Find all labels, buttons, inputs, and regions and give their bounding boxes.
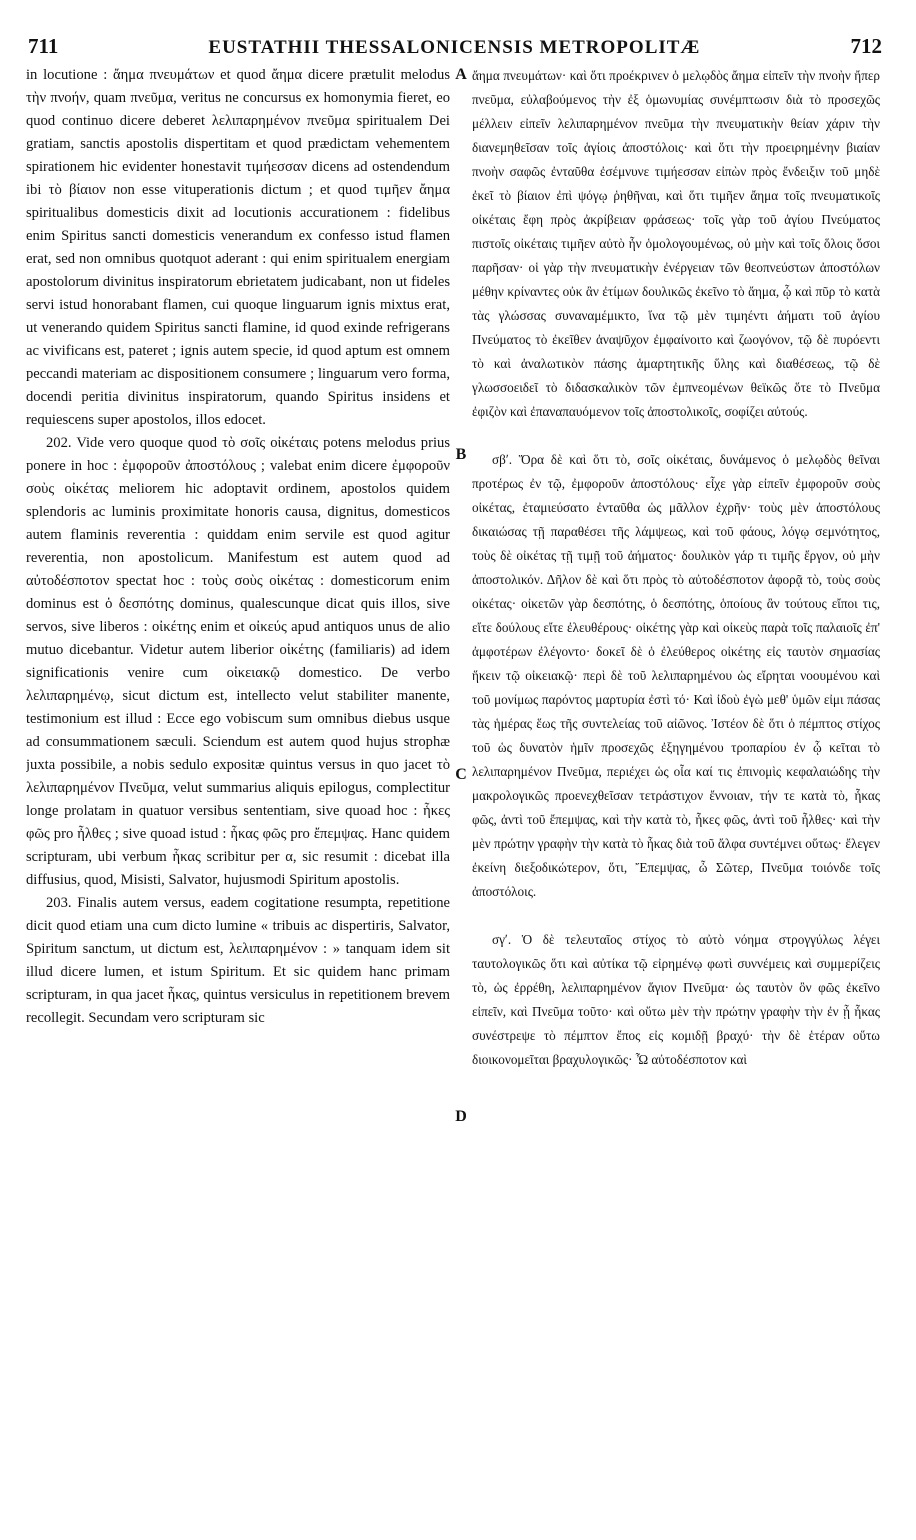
greek-column [472, 64, 880, 1534]
running-title: EUSTATHII THESSALONICENSIS METROPOLITÆ [208, 37, 701, 58]
greek-paragraph-continued: ἄημα πνευμάτων· καὶ ὅτι προέκρινεν ὁ μελῳδὸς ἄημα εἰπεῖν τὴν πνοὴν ἤπερ πνεῦμα, εὐλαβούμενος τὴν ἐξ ὁμωνυμίας συνέμπτωσιν διὰ τὸ προσεχῶς μέλλειν εἰπεῖν λελιπαρημένον πνεῦμα τὴν πνευματικὴν θείαν χάριν τὴν διανεμηθεῖσαν τοῖς ἁγίοις ἀποστόλοις· καὶ ὅτι τὴν προειρημένην βιαίαν πνοὴν σαφῶς ἐνταῦθα ἐσέμνυνε τιμήεσσαν εἰπὼν πρὸς ἔνδειξιν τοῦ μηδὲ ἐκεῖ τὸ βίαιον ἐπὶ ψόγῳ ῥηθῆναι, καὶ ὅτι τιμῆεν ἄημα τοῖς πνευματικοῖς οἰκέταις ἔφη πρὸς ἀκρίβειαν φράσεως· τοῖς γὰρ τοῦ ἁγίου Πνεύματος πιστοῖς οἰκέταις τιμῆεν αὐτὸ ἦν ὁμολογουμένως, οὐ μὴν καὶ τοῖς ὅλοις ὅσοι παρῆσαν· οἱ γὰρ τὴν πνευματικὴν ἐνέργειαν τῶν θεοπνεύστων ἀποστόλων μέθην κρίναντες οὐκ ἂν ἐτίμων δουλικῶς ἐκεῖνο τὸ ἄημα, ᾧ καὶ πῦρ τὸ κατὰ τὰς γλώσσας συναναμέμικτο, ἵνα τῷ μὲν τιμηέντι ἀήματι τοῦ ἁγίου Πνεύματος τὸ ἐκεῖθεν ἀναψῦχον ἐμφαίνοιτο καὶ ζωογόνον, τῷ δὲ πυρόεντι τὸ καὶ ἀναλωτικὸν πάσης ἁμαρτητικῆς ὕλης καὶ διαθέσεως, τῷ δὲ γλωσσοειδεῖ τὸ διδασκαλικὸν τῶν ἐμπνεομένων θεϊκῶς ὅτε τὸ Πνεῦμα ἐφιζὸν καὶ ἐπαναπαυόμενον τοῖς ἀποστολικοῖς, σοφίζει αὐτούς. [472, 68, 880, 419]
greek-paragraph-202: σβʹ. Ὅρα δὲ καὶ ὅτι τὸ, σοῖς οἰκέταις, δυνάμενος ὁ μελῳδὸς θεῖναι προτέρως ἐν τῷ, ἐμφοροῦν ἀποστόλους· εἶχε γὰρ εἰπεῖν ἐμφοροῦν σοὺς οἰκέτας, ἐταμιεύσατο ἐνταῦθα ὡς μᾶλλον ἐχρῆν· τοὺς μὲν ἀποστόλους δικαιώσας τῇ παραθέσει τῆς λάμψεως, καὶ τοῦ φάους, λόγῳ σεμνότητος, τοὺς δὲ οἰκέτας τῇ τιμῇ τοῦ ἀήματος· δουλικὸν γάρ τι τιμῆς ἔργον, οὐ μὴν ἀποστολικόν. Δῆλον δὲ καὶ ὅτι πρὸς τὸ αὐτοδέσποτον ἀφορᾷ τὸ, τοὺς σοὺς οἰκέτας· οἰκετῶν γὰρ δεσπότης, ὁ δεσπότης, ὁποίους ἂν τούτους εἴποι τις, εἴτε δούλους εἴτε ἐλευθέρους· οἰκέτης γὰρ καὶ οἰκεὺς παρὰ τοῖς παλαιοῖς ἐπ' ἀμφοτέρων ἐλέγοντο· δοκεῖ δὲ ὁ ἐλεύθερος οἰκέτης εἰς ταυτὸν σημασίας ἥκειν τῷ οἰκειακῷ· περὶ δὲ τοῦ λελιπαρημένου ὡς εἴρηται νοουμένου καὶ τοῦ μονίμως παρόντος μαρτυρία ἐστὶ τό· Καὶ ἰδοὺ ἐγὼ μεθ' ὑμῶν εἰμι πάσας τὰς ἡμέρας ἕως τῆς συντελείας τοῦ αἰῶνος. Ἰστέον δὲ ὅτι ὁ πέμπτος στίχος τοῦ ὡς δυνατὸν ἡμῖν προσεχῶς ἐξηγημένου τροπαρίου ἐν ᾧ κεῖται τὸ λελιπαρημένον Πνεῦμα, περιέχει ὡς οἷα καί τις ἐπινομὶς κεφαλαιώδης τὴν μακρολογικῶς προενεχθεῖσαν τετράστιχον ἔννοιαν, τήν τε κατὰ τὸ, ἧκας φῶς, ἀντὶ τοῦ ἔπεμψας, καὶ τὴν κατὰ τὸ, ἧκες φῶς, ἀντὶ τοῦ ἦλθες· καὶ τὴν μὲν πρώτην γραφὴν τὴν κατὰ τὸ ἧκας διὰ τοῦ ἄλφα συντέμνει οὕτως· ἔλεγεν ἐκείνη διεξοδικώτερον, ὅτι, Ἔπεμψας, ὦ Σῶτερ, Πνεῦμα τοιόνδε τοῖς ἀποστόλοις. [472, 452, 880, 899]
latin-paragraph-202: 202. Vide vero quoque quod τὸ σοῖς οἰκέταις potens melodus prius ponere in hoc : ἐμφοροῦν ἀποστόλους ; valebat enim dicere ἐμφοροῦν σοὺς οἰκέτας meliorem hic adoptavit ordinem, apostolos quidem splendoris ac luminis proximitate honoris causa, dignitus, domesticos autem flaminis reverentia : quiddam enim servile est quod agitur reverentia, non apostolicum. Manifestum est autem quod ad αὐτοδέσποτον spectat hoc : τοὺς σοὺς οἰκέτας : domesticorum enim dominus est ὁ δεσπότης dominus, qualescunque dicat quis illos, sive servos, sive liberos : οἰκέτης enim et οἰκεύς apud antiquos unus de alio mutuo dicebantur. Videtur autem liberior οἰκέτης (familiaris) ad idem significationis venire cum οἰκειακῷ domestico. De verbo λελιπαρημένῳ, sicut dictum est, intellecto velut stabiliter manente, testimonium est illud : Ecce ego vobiscum sum omnibus diebus usque ad consummationem sæculi. Sciendum est autem quod hujus strophæ juxta possibile, a nobis sedulo expositæ quintus versus in quo jacet τὸ λελιπαρημένον Πνεῦμα, velut summarius aliquis epilogus, complectitur longe prolatam in quatuor versibus sententiam, sive quoad hoc : ἧκες φῶς pro ἦλθες ; sive quoad istud : ἧκας φῶς pro ἔπεμψας. Hanc quidem scripturam, ubi verbum ἧκας scribitur per α, sic resumit : dicebat illa diffusius, quod, Misisti, Salvator, hujusmodi Spiritum apostolis. [26, 435, 450, 888]
margin-marker-b: B [455, 446, 467, 463]
latin-paragraph-continued: in locutione : ἄημα πνευμάτων et quod ἄημα dicere prætulit melodus τὴν πνοήν, quam πνεῦμα, veritus ne concursus ex homonymia fieret, eo quod continuo dicere deberet λελιπαρημένον πνεῦμα spiritualem Dei gratiam, sanctis apostolis dispertitam et quod prædictam vehementem spirationem hic evidenter honestavit τιμήεσσαν dicens ad ostendendum ibi τὸ βίαιον non esse vituperationis dictum ; et quod τιμῆεν ἄημα spiritualibus domesticis dixit ad locutionis accurationem : fidelibus enim Spiritus sancti domesticis venerandum ex confesso istud flamen erat, sed non omnibus quotquot aderant : qui enim spiritualem energiam apostolorum divinitus inspiratorum ebrietatem judicabant, non ut fideles servi istud honorabant flamen, cui quoque linguarum ignis mixtus erat, ut venerando quidem Spiritus sancti flamine, id quod exinde refrigerans ac vivificans est, pateret ; ignis autem specie, id quod aptum est omnem peccandi materiam ac dispositionem consumere ; linguarum vero forma, docendi peritia divinitus inspiratorum, quando Spiritus insidens et requiescens super apostolos, illos edocet. [26, 67, 450, 428]
page-number-right: 712 [850, 34, 882, 58]
page-number-left: 711 [28, 34, 59, 58]
margin-marker-c: C [455, 766, 467, 783]
latin-column [26, 64, 450, 1534]
margin-marker-d: D [455, 1108, 467, 1125]
margin-marker-a: A [455, 66, 467, 83]
greek-paragraph-203: σγʹ. Ὁ δὲ τελευταῖος στίχος τὸ αὐτὸ νόημα στρογγύλως λέγει ταυτολογικῶς ὅτι καὶ αὐτίκα τῷ εἰρημένῳ φωτὶ συννέμεις καὶ συμμερίζεις τὸ, ὡς ἐρρέθη, λελιπαρημένον ἅγιον Πνεῦμα· ὡς ταυτὸν ὂν φῶς ἐκεῖνο εἰπεῖν, καὶ Πνεῦμα τοῦτο· καὶ οὕτω μὲν τὴν πρώτην γραφὴν τὴν ἐν ᾗ ἧκας συνέστρεψε τὸ πέμπτον ἔπος εἰς κομιδῇ βραχύ· τὴν δὲ ἑτέραν οὕτω διοικονομεῖται βραχυλογικῶς· Ὦ αὐτοδέσποτον καὶ [472, 932, 880, 1067]
running-header [28, 34, 882, 68]
latin-paragraph-203: 203. Finalis autem versus, eadem cogitatione resumpta, repetitione dicit quod etiam una cum dicto lumine « tribuis ac dispertiris, Salvator, Spiritum sanctum, ut dictum est, λελιπαρημένον : » tanquam idem sit illud dicere lumen, et istum Spiritum. Et sic quidem hanc primam scripturam, in qua jacet ἧκας, quintus versiculus in repetitionem brevem recollegit. Secundam vero scripturam sic [26, 895, 450, 1026]
